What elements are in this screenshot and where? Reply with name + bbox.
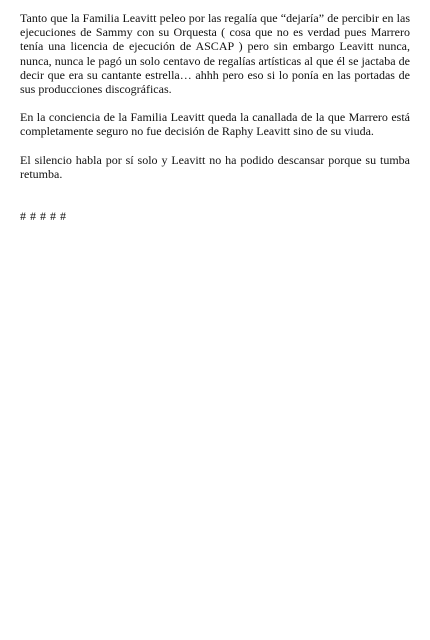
paragraph-royalties: Tanto que la Familia Leavitt peleo por las regalía que “dejaría” de percibir en las ejecuciones de Sammy con su Orquesta ( cosa que no es verdad pues Marrero tenía una licencia de ejecución de ASCAP ) pero sin embargo Leavitt nunca, nunca, nunca le pagó un solo centavo de regalías artísticas al que él se jactaba de decir que era su cantante estrella… ahhh pero eso si lo ponía en las portadas de sus producciones discográficas. [20,11,410,97]
paragraph-silence: El silencio habla por sí solo y Leavitt no ha podido descansar porque su tumba retumba. [20,152,410,181]
document-body [20,11,410,223]
paragraph-conscience: En la conciencia de la Familia Leavitt queda la canallada de la que Marrero está completamente seguro no fue decisión de Raphy Leavitt sino de su viuda. [20,110,410,139]
end-of-text-marks: # # # # # [20,209,67,224]
